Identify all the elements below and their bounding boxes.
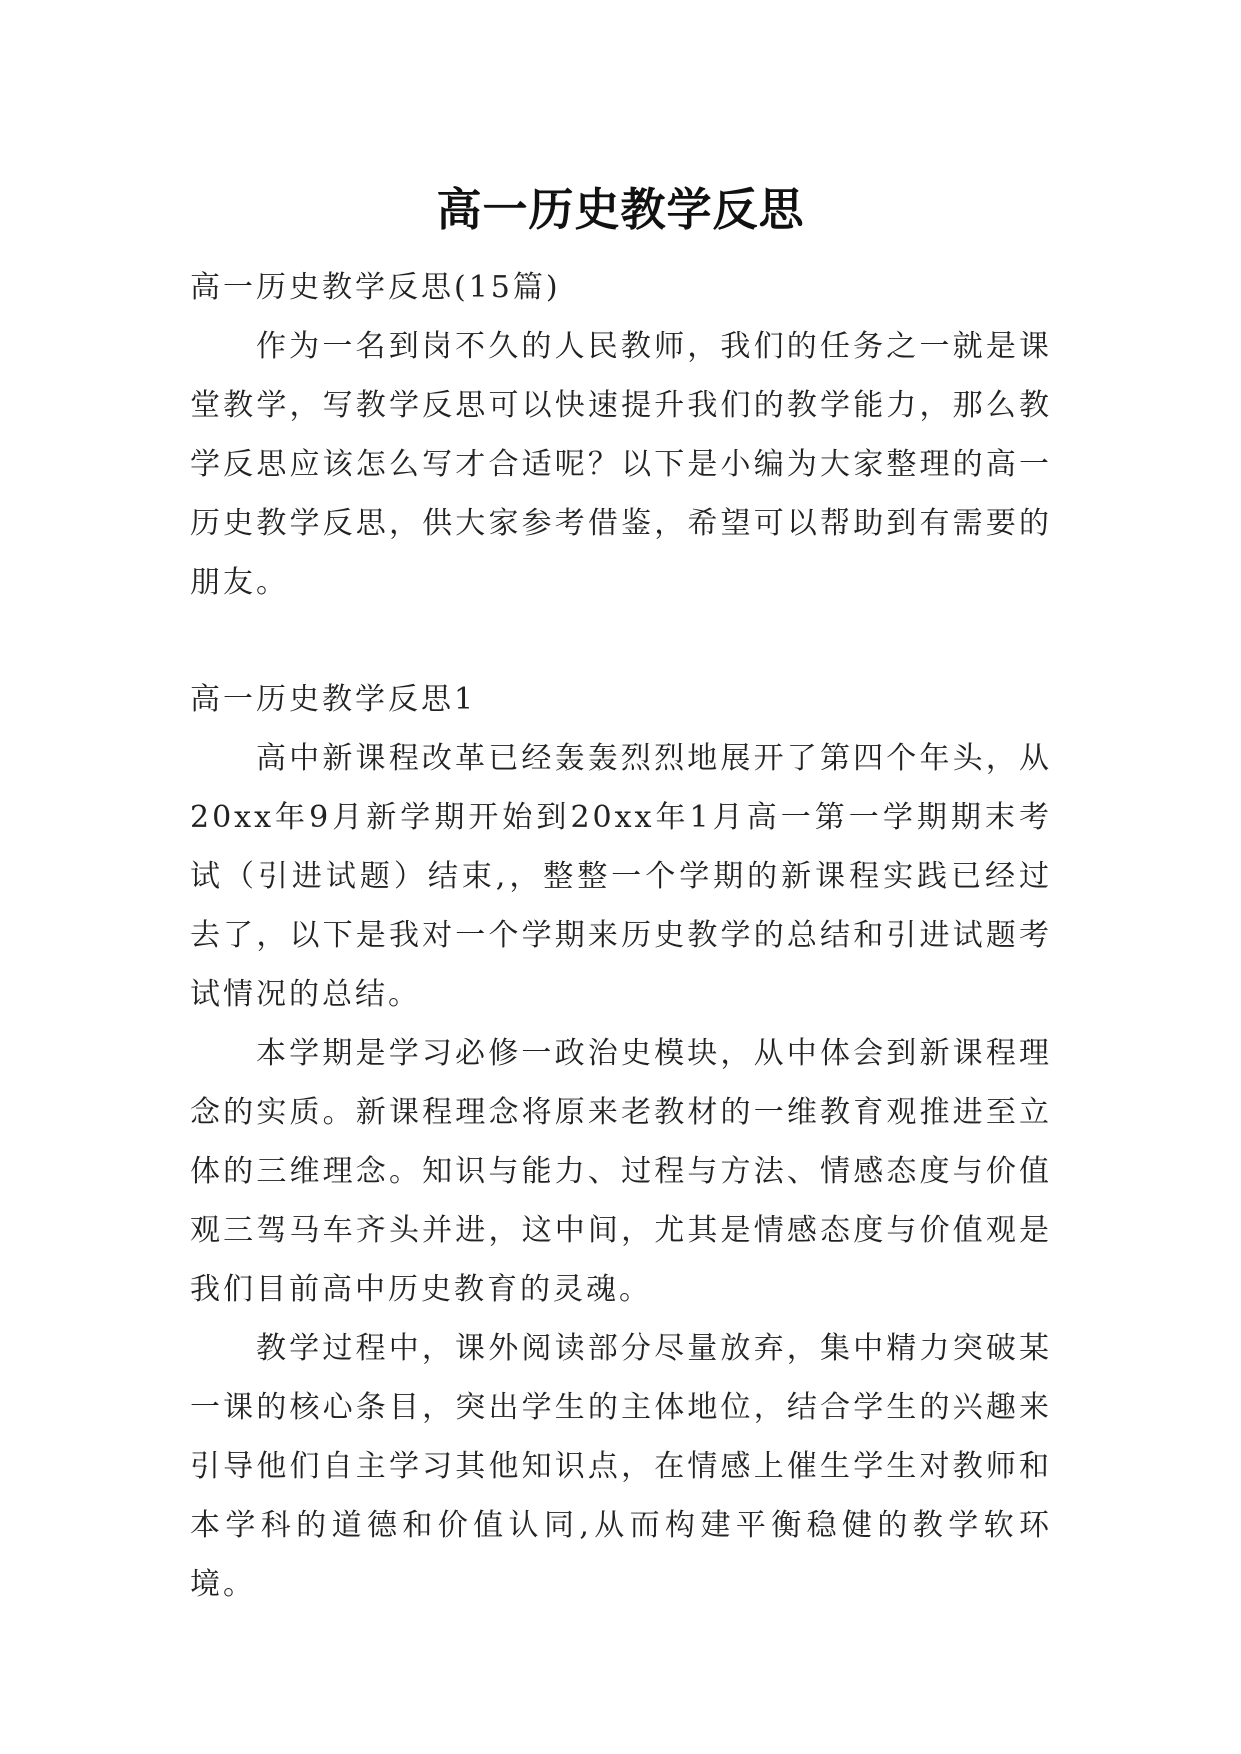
section-paragraph: 本学期是学习必修一政治史模块，从中体会到新课程理念的实质。新课程理念将原来老教材的一维教育观推进至立体的三维理念。知识与能力、过程与方法、情感态度与价值观三驾马车齐头并进，这中间，尤其是情感态度与价值观是我们目前高中历史教育的灵魂。 [190,1036,1052,1307]
section-paragraph: 教学过程中，课外阅读部分尽量放弃，集中精力突破某一课的核心条目，突出学生的主体地位，结合学生的兴趣来引导他们自主学习其他知识点，在情感上催生学生对教师和本学科的道德和价值认同,从而构建平衡稳健的教学软环境。 [190,1331,1052,1602]
intro-paragraph: 作为一名到岗不久的人民教师，我们的任务之一就是课堂教学，写教学反思可以快速提升我们的教学能力，那么教学反思应该怎么写才合适呢？以下是小编为大家整理的高一历史教学反思，供大家参考借鉴，希望可以帮助到有需要的朋友。 [190,329,1052,600]
section-heading: 高一历史教学反思1 [190,682,477,717]
section-spacer [190,612,1052,670]
document-body [190,258,1052,1614]
intro-subtitle: 高一历史教学反思(15篇) [190,270,561,305]
document-title: 高一历史教学反思 [436,183,805,237]
section-paragraph: 高中新课程改革已经轰轰烈烈地展开了第四个年头，从20xx年9月新学期开始到20xx年1月高一第一学期期末考试（引进试题）结束,，整整一个学期的新课程实践已经过去了，以下是我对一个学期来历史教学的总结和引进试题考试情况的总结。 [190,741,1052,1012]
